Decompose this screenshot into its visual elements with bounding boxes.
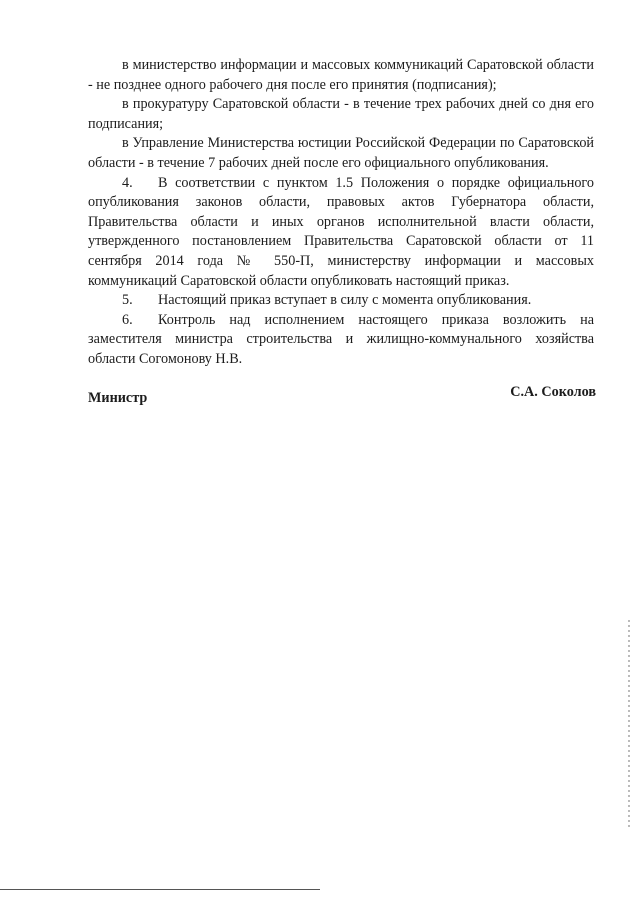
footer-divider [0,889,320,890]
item-text: Контроль над исполнением настоящего приказа возложить на заместителя министра строительства и жилищно-коммунального хозяйства области Согомонову Н.В. [88,311,594,367]
item-number: 5. [122,292,133,309]
numbered-item-5 [88,291,594,311]
paragraph-prosecutor: в прокуратуру Саратовской области - в течение трех рабочих дней со дня его подписания; [88,96,594,132]
document-body [88,56,594,370]
signature-block [88,384,596,408]
signatory-title: Министр [88,390,148,406]
paragraph-ministry-information: в министерство информации и массовых коммуникаций Саратовской области - не позднее одного рабочего дня после его принятия (подписания); [88,57,594,93]
item-number: 6. [122,311,133,328]
numbered-item-6 [88,311,594,370]
item-number: 4. [122,174,133,191]
scan-edge-artifact [628,620,630,830]
item-text: В соответствии с пунктом 1.5 Положения о порядке официального опубликования законов области, правовых актов Губернатора области, Правительства области и иных органов исполнительной власти области, утвержденного постановлением Правительства Саратовской области от 11 сентября 2014 года № 550-П, министерству информации и массовых коммуникаций Саратовской области опубликовать настоящий приказ. [88,174,594,289]
numbered-item-4 [88,174,594,292]
signatory-name: С.А. Соколов [510,384,596,400]
paragraph-justice-ministry: в Управление Министерства юстиции Российской Федерации по Саратовской области - в течение 7 рабочих дней после его официального опубликования. [88,135,594,171]
item-text: Настоящий приказ вступает в силу с момента опубликования. [158,292,532,309]
